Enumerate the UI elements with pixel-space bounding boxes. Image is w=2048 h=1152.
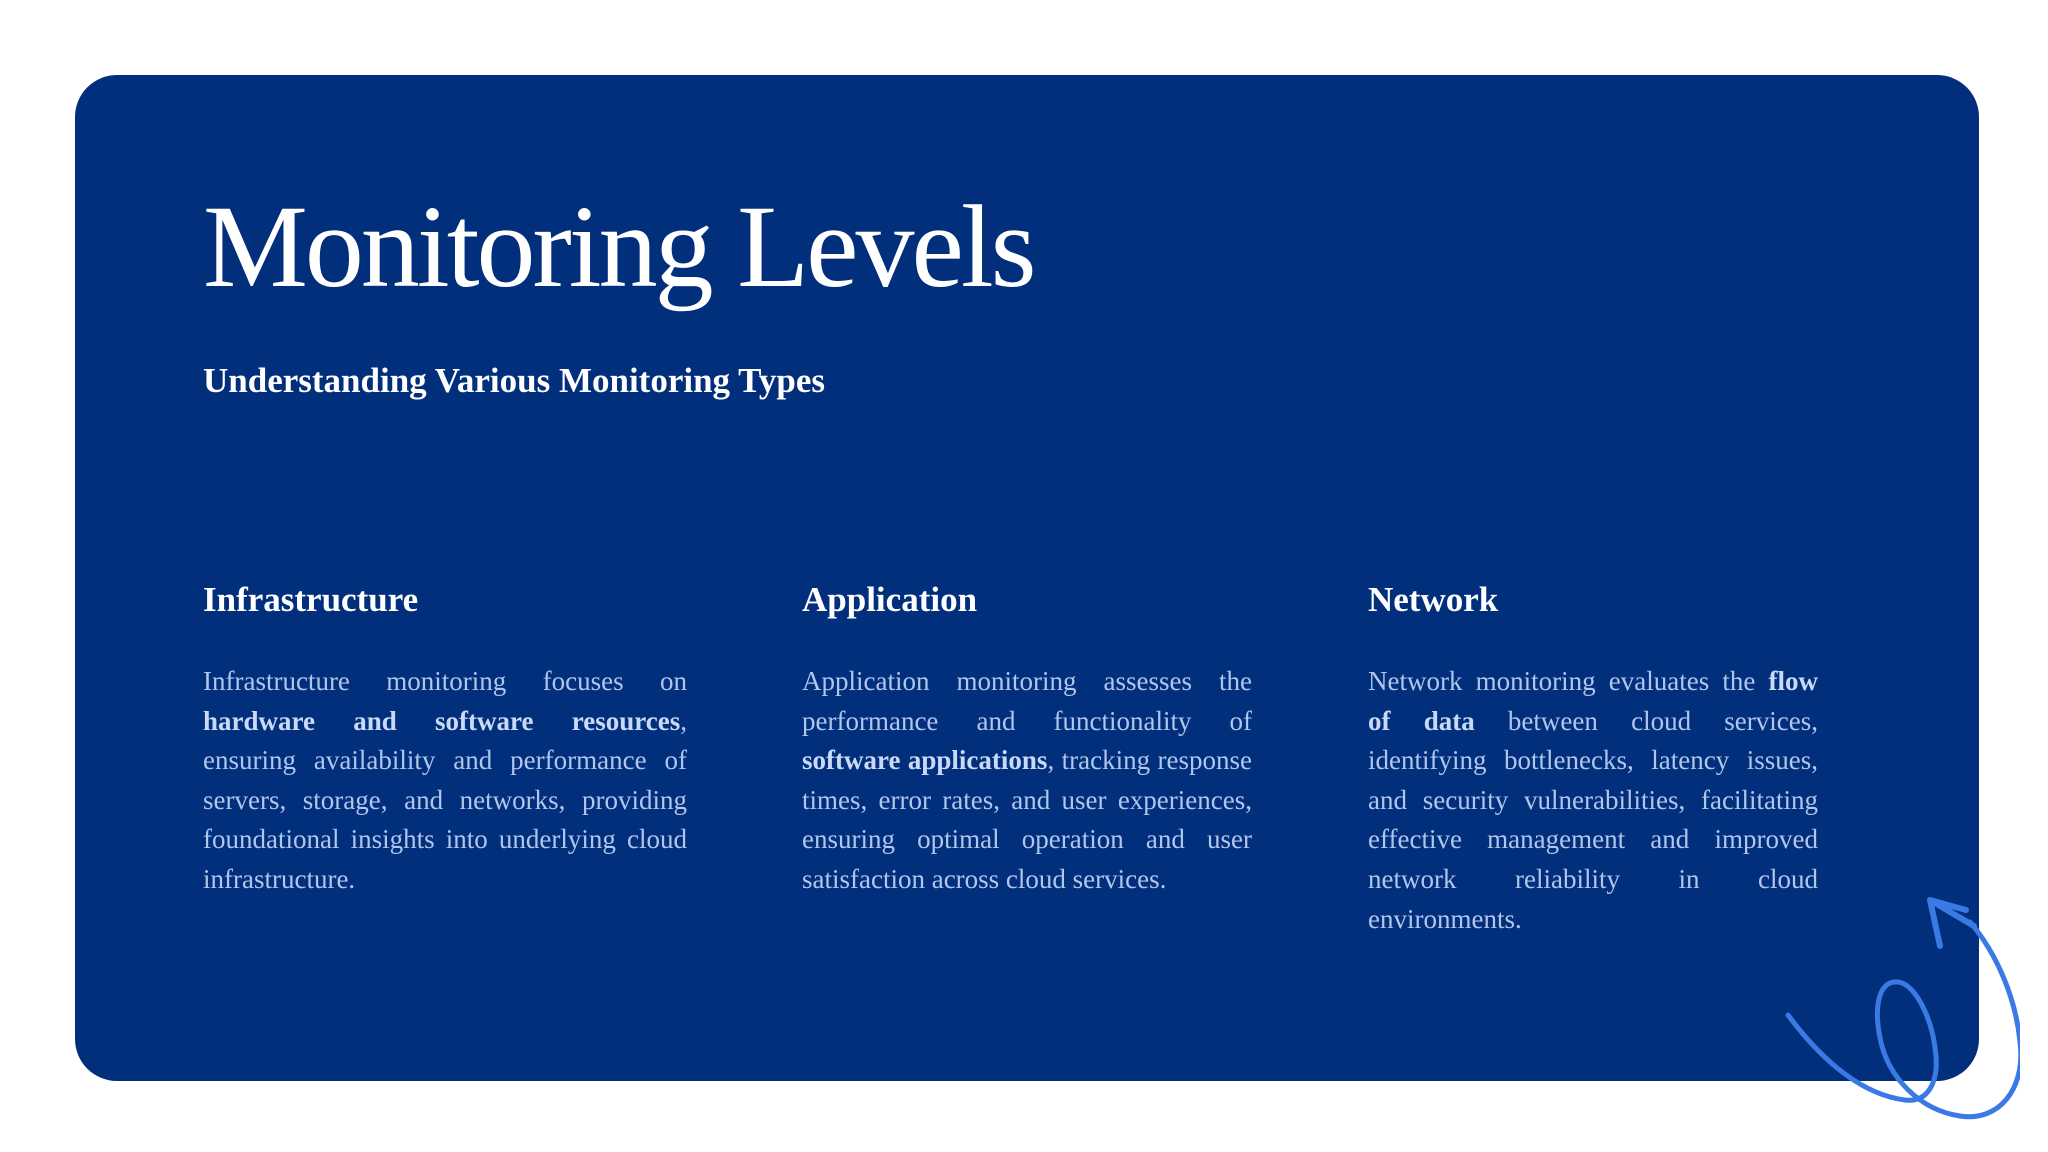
column-body bbox=[1368, 662, 1818, 939]
column-body bbox=[802, 662, 1252, 900]
body-text: Application monitoring assesses the performance and functionality of bbox=[802, 666, 1252, 736]
body-text: Infrastructure monitoring focuses on bbox=[203, 666, 687, 696]
column-heading: Application bbox=[802, 580, 978, 619]
body-bold-text: hardware and software resources bbox=[203, 705, 681, 736]
swirl-arrow-icon bbox=[1770, 860, 2020, 1130]
body-text: , tracking response times, error rates, and user experiences, ensuring optimal operation and user satisfaction across cloud services. bbox=[802, 745, 1252, 894]
body-bold-text: software applications bbox=[802, 745, 1048, 776]
slide-subtitle: Understanding Various Monitoring Types bbox=[203, 361, 826, 400]
body-text: Network monitoring evaluates the bbox=[1368, 666, 1769, 696]
body-bold-text: flow of data bbox=[1368, 666, 1818, 736]
column-application bbox=[802, 576, 1252, 900]
body-text: , ensuring availability and performance of servers, storage, and networks, providing foundational insights into underlying cloud infrastructure. bbox=[203, 705, 687, 894]
body-text: between cloud services, identifying bottlenecks, latency issues, and security vulnerabilities, facilitating effective management and improved network reliability in cloud environments. bbox=[1368, 705, 1818, 934]
column-infrastructure bbox=[203, 576, 687, 900]
column-network bbox=[1368, 576, 1818, 939]
column-heading: Network bbox=[1368, 580, 1499, 619]
slide-title: Monitoring Levels bbox=[203, 181, 1034, 312]
column-heading: Infrastructure bbox=[203, 580, 419, 619]
column-body bbox=[203, 662, 687, 900]
